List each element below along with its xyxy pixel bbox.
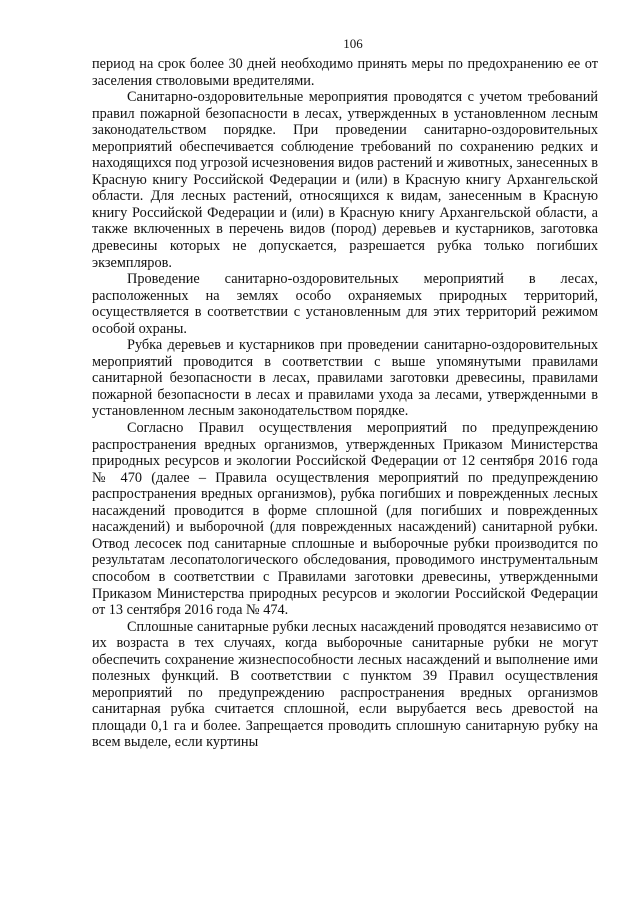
paragraph-3: Проведение санитарно-оздоровительных мероприятий в лесах, расположенных на землях особо охраняемых природных территорий, осуществляется в соответствии с установленным для этих территорий режимом особой охраны. xyxy=(92,271,598,337)
page-number: 106 xyxy=(343,36,363,51)
paragraph-6: Сплошные санитарные рубки лесных насаждений проводятся независимо от их возраста в тех случаях, когда выборочные санитарные рубки не могут обеспечить сохранение жизнеспособности лесных насаждений и выполнение ими полезных функций. В соответствии с пунктом 39 Правил осуществления мероприятий по предупреждению распространения вредных организмов санитарная рубка считается сплошной, если вырубается весь древостой на площади 0,1 га и более. Запрещается проводить сплошную санитарную рубку на всем выделе, если куртины xyxy=(92,618,598,751)
paragraph-2: Санитарно-оздоровительные мероприятия проводятся с учетом требований правил пожарной безопасности в лесах, утвержденных в установленном лесным законодательством порядке. При проведении санитарно-оздоровительных мероприятий обеспечивается соблюдение требований по сохранению редких и находящихся под угрозой исчезновения видов растений и животных, занесенных в Красную книгу Российской Федерации и (или) в Красную книгу Архангельской области. Для лесных растений, относящихся к видам, занесенным в Красную книгу Российской Федерации и (или) в Красную книгу Архангельской области, а также включенных в перечень видов (пород) деревьев и кустарников, заготовка древесины которых не допускается, разрешается рубка только погибших экземпляров. xyxy=(92,89,598,271)
document-body xyxy=(92,56,598,751)
paragraph-5: Согласно Правил осуществления мероприятий по предупреждению распространения вредных организмов, утвержденных Приказом Министерства природных ресурсов и экологии Российской Федерации от 12 сентября 2016 года № 470 (далее – Правила осуществления мероприятий по предупреждению распространения вредных организмов), рубка погибших и поврежденных лесных насаждений проводится в форме сплошной (для погибших и поврежденных насаждений) и выборочной (для поврежденных насаждений) санитарной рубки. Отвод лесосек под санитарные сплошные и выборочные рубки производится по результатам лесопатологического обследования, проводимого инструментальным способом в соответствии с Правилами заготовки древесины, утвержденными Приказом Министерства природных ресурсов и экологии Российской Федерации от 13 сентября 2016 года № 474. xyxy=(92,420,598,619)
document-page xyxy=(92,36,598,751)
paragraph-1: период на срок более 30 дней необходимо принять меры по предохранению ее от заселения стволовыми вредителями. xyxy=(92,56,598,89)
paragraph-4: Рубка деревьев и кустарников при проведении санитарно-оздоровительных мероприятий проводится в соответствии с выше упомянутыми правилами санитарной безопасности в лесах, правилами заготовки древесины, правилами пожарной безопасности в лесах и правилами ухода за лесами, утвержденными в установленном лесным законодательством порядке. xyxy=(92,337,598,420)
